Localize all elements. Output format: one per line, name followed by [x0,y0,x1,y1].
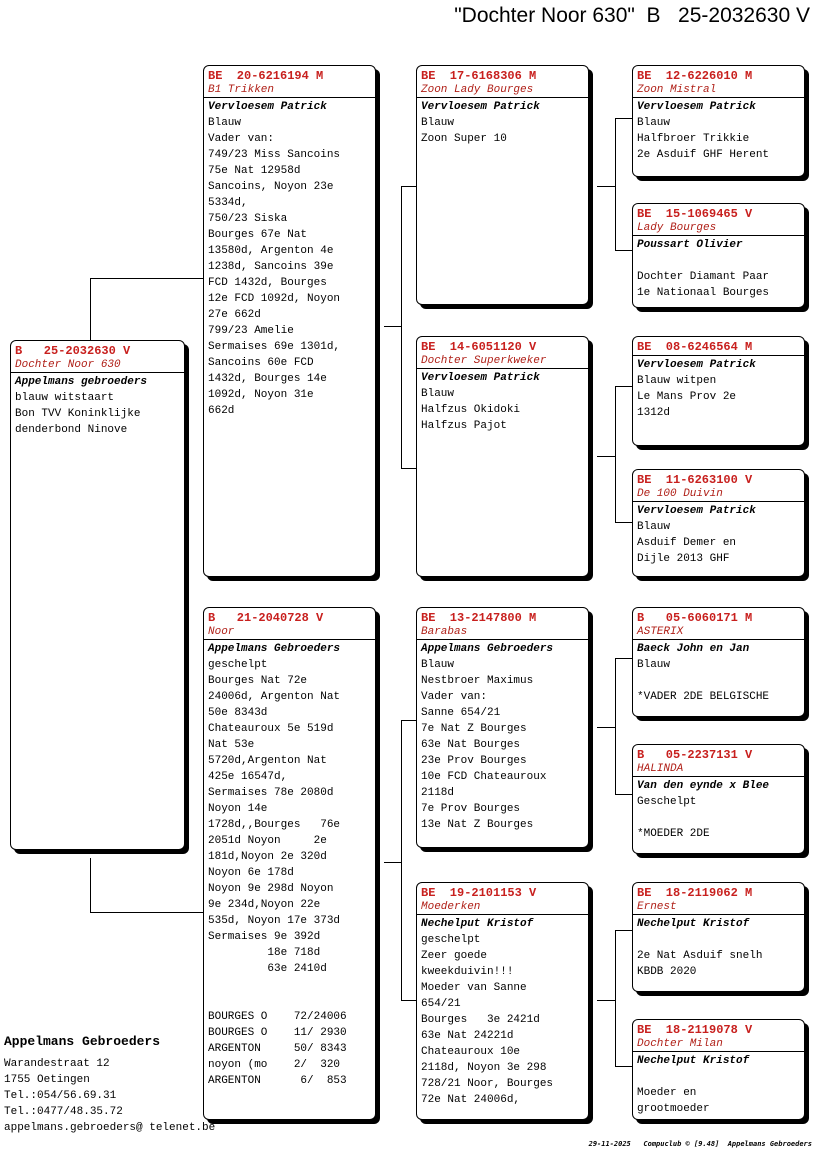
detail-line: Bon TVV Koninklijke [15,408,141,420]
detail-line [637,673,804,689]
detail-line [637,810,804,826]
connector [384,862,402,863]
detail-line: Blauw [637,521,671,533]
ring-number: BE 20-6216194 M [208,69,324,83]
pigeon-details [417,932,588,1108]
ring-number: BE 13-2147800 M [421,611,537,625]
detail-line: Dochter Diamant Paar [637,271,770,283]
pigeon-card-ddd[interactable] [632,1019,805,1120]
pigeon-name: Barabas [417,625,588,640]
detail-line: 654/21 [421,998,461,1010]
detail-line: 13e Nat Z Bourges [421,819,534,831]
connector [597,456,615,457]
detail-line: Bourges 3e 2421d [421,1014,540,1026]
pigeon-card-dss[interactable] [632,607,805,717]
detail-line: ARGENTON 50/ 8343 [208,1043,347,1055]
pigeon-details [633,794,804,842]
pigeon-details [633,657,804,705]
pigeon-name: Dochter Milan [633,1037,804,1052]
detail-line: Blauw [421,388,455,400]
connector [401,186,417,187]
ring-number: BE 19-2101153 V [421,886,537,900]
detail-line: Sermaises 78e 2080d [208,787,334,799]
breeder-address: Warandestraat 12 [4,1058,110,1070]
detail-line: Moeder van Sanne [421,982,527,994]
connector [401,720,402,1000]
detail-line: 27e 662d [208,309,261,321]
pigeon-name: Dochter Noor 630 [11,358,184,373]
detail-line: 63e 2410d [208,963,327,975]
detail-line: *VADER 2DE BELGISCHE [637,691,770,703]
footer-credits: 29-11-2025 Compuclub © [9.48] Appelmans Gebroeders [588,1140,812,1148]
detail-line: Dijle 2013 GHF [637,553,730,565]
pigeon-card-dsd[interactable] [632,744,805,854]
owner-name: Vervloesem Patrick [421,372,540,384]
connector [615,250,633,251]
ring-number: B 05-2237131 V [637,748,753,762]
connector [90,912,204,913]
detail-line: 5334d, [208,197,248,209]
detail-line: 181d,Noyon 2e 320d [208,851,327,863]
ring-number: B 21-2040728 V [208,611,324,625]
ring-number: BE 18-2119078 V [637,1023,753,1037]
detail-line: 1e Nationaal Bourges [637,287,770,299]
owner-name: Nechelput Kristof [421,918,534,930]
pigeon-name: Moederken [417,900,588,915]
detail-line: Vader van: [421,691,488,703]
connector [615,386,633,387]
detail-line: 2051d Noyon 2e [208,835,327,847]
ring-number: BE 18-2119062 M [637,886,753,900]
ring-number: B 25-2032630 V [15,344,131,358]
owner-name: Baeck John en Jan [637,643,750,655]
connector [615,118,616,250]
pigeon-details [633,253,804,301]
connector [615,522,633,523]
detail-line: *MOEDER 2DE [637,828,710,840]
ring-number: B 05-6060171 M [637,611,753,625]
detail-line: 63e Nat 24221d [421,1030,514,1042]
detail-line: Asduif Demer en [637,537,737,549]
pigeon-details [633,115,804,163]
detail-line: 13580d, Argenton 4e [208,245,334,257]
breeder-name: Appelmans Gebroeders [4,1034,161,1049]
pigeon-name: Dochter Superkweker [417,354,588,369]
pigeon-details [417,657,588,833]
pigeon-card-subject[interactable] [10,340,185,850]
detail-line: 2118d [421,787,455,799]
connector [597,1000,615,1001]
pigeon-details [633,519,804,567]
pigeon-name: Lady Bourges [633,221,804,236]
connector [615,794,633,795]
pigeon-card-dam-sire[interactable] [416,607,589,848]
detail-line: Sancoins 60e FCD [208,357,314,369]
detail-line: grootmoeder [637,1103,710,1115]
pigeon-card-sire[interactable] [203,65,376,577]
detail-line: 662d [208,405,235,417]
pigeon-name: HALINDA [633,762,804,777]
ring-number: BE 17-6168306 M [421,69,537,83]
detail-line: 750/23 Siska [208,213,288,225]
owner-name: Appelmans gebroeders [15,376,148,388]
detail-line: FCD 1432d, Bourges [208,277,327,289]
detail-line: 1312d [637,407,671,419]
detail-line: Chateauroux 5e 519d [208,723,334,735]
detail-line: Sancoins, Noyon 23e [208,181,334,193]
detail-line: Bourges Nat 72e [208,675,308,687]
detail-line: 72e Nat 24006d, [421,1094,521,1106]
detail-line: Halfzus Okidoki [421,404,521,416]
detail-line: Blauw [208,117,242,129]
breeder-phone: Tel.:054/56.69.31 [4,1090,117,1102]
connector [401,720,417,721]
detail-line [637,253,804,269]
ring-number: BE 08-6246564 M [637,340,753,354]
detail-line: Blauw [421,659,455,671]
detail-line: 2118d, Noyon 3e 298 [421,1062,547,1074]
detail-line: 1238d, Sancoins 39e [208,261,334,273]
detail-line: denderbond Ninove [15,424,128,436]
detail-line: 18e 718d [208,947,321,959]
detail-line: Geschelpt [637,796,697,808]
connector [90,278,91,340]
detail-line: 9e 234d,Noyon 22e [208,899,321,911]
pigeon-name: Zoon Lady Bourges [417,83,588,98]
owner-name: Vervloesem Patrick [637,101,756,113]
detail-line: 63e Nat Bourges [421,739,521,751]
connector [615,930,633,931]
detail-line: 24006d, Argenton Nat [208,691,341,703]
detail-line: 1092d, Noyon 31e [208,389,314,401]
pedigree-title: "Dochter Noor 630" B 25-2032630 V [454,4,810,27]
pigeon-details [633,373,804,421]
ring-number: BE 14-6051120 V [421,340,537,354]
connector [615,930,616,1066]
detail-line: blauw witstaart [15,392,115,404]
race-results [204,1009,375,1089]
detail-line: 5720d,Argenton Nat [208,755,327,767]
pigeon-name: Ernest [633,900,804,915]
connector [90,278,204,279]
detail-line: Zeer goede [421,950,488,962]
breeder-city: 1755 Oetingen [4,1074,90,1086]
pigeon-name: Zoon Mistral [633,83,804,98]
detail-line: 12e FCD 1092d, Noyon [208,293,341,305]
ring-number: BE 15-1069465 V [637,207,753,221]
detail-line: geschelpt [208,659,268,671]
owner-name: Van den eynde x Blee [637,780,770,792]
detail-line: Sermaises 69e 1301d, [208,341,341,353]
connector [401,186,402,468]
pigeon-card-dam-dam[interactable] [416,882,589,1120]
detail-line: 75e Nat 12958d [208,165,301,177]
pigeon-details [417,386,588,434]
detail-line: 10e FCD Chateauroux [421,771,547,783]
connector [615,658,616,794]
detail-line: Nestbroer Maximus [421,675,534,687]
detail-line: Moeder en [637,1087,697,1099]
detail-line: Blauw [421,117,455,129]
detail-line: Blauw witpen [637,375,717,387]
pigeon-card-sss[interactable] [632,65,805,177]
detail-line: Chateauroux 10e [421,1046,521,1058]
pigeon-name: B1 Trikken [204,83,375,98]
detail-line: Vader van: [208,133,275,145]
owner-name: Vervloesem Patrick [421,101,540,113]
pigeon-details [633,932,804,980]
detail-line: Noyon 14e [208,803,268,815]
detail-line: Zoon Super 10 [421,133,507,145]
breeder-email[interactable]: appelmans.gebroeders@ telenet.be [4,1122,216,1134]
detail-line: Halfbroer Trikkie [637,133,750,145]
detail-line: Le Mans Prov 2e [637,391,737,403]
owner-name: Nechelput Kristof [637,1055,750,1067]
pigeon-name: Noor [204,625,375,640]
detail-line: 23e Prov Bourges [421,755,527,767]
pigeon-details [417,115,588,147]
detail-line: Nat 53e [208,739,255,751]
pigeon-details [11,390,184,438]
connector [90,858,91,913]
detail-line: Sermaises 9e 392d [208,931,321,943]
detail-line: 2e Asduif GHF Herent [637,149,770,161]
detail-line: 728/21 Noor, Bourges [421,1078,554,1090]
detail-line: noyon (mo 2/ 320 [208,1059,341,1071]
detail-line: BOURGES O 11/ 2930 [208,1027,347,1039]
detail-line: 425e 16547d, [208,771,288,783]
owner-name: Appelmans Gebroeders [208,643,341,655]
owner-name: Vervloesem Patrick [637,505,756,517]
pigeon-card-ssd[interactable] [632,203,805,308]
detail-line: KBDB 2020 [637,966,697,978]
pigeon-details [204,115,375,419]
detail-line: 2e Nat Asduif snelh [637,950,763,962]
connector [401,468,417,469]
owner-name: Vervloesem Patrick [208,101,327,113]
detail-line: 1432d, Bourges 14e [208,373,327,385]
detail-line: 7e Nat Z Bourges [421,723,527,735]
detail-line: geschelpt [421,934,481,946]
pigeon-name: De 100 Duivin [633,487,804,502]
pigeon-card-dam[interactable] [203,607,376,1120]
pigeon-name: ASTERIX [633,625,804,640]
breeder-info [4,1032,215,1136]
detail-line: 1728d,,Bourges 76e [208,819,341,831]
pigeon-details [204,657,375,977]
connector [615,1066,633,1067]
pigeon-card-dds[interactable] [632,882,805,992]
detail-line: 535d, Noyon 17e 373d [208,915,341,927]
owner-name: Vervloesem Patrick [637,359,756,371]
detail-line: Bourges 67e Nat [208,229,308,241]
detail-line: Halfzus Pajot [421,420,507,432]
pigeon-card-sds[interactable] [632,336,805,446]
detail-line: Noyon 9e 298d Noyon [208,883,334,895]
connector [615,118,633,119]
owner-name: Nechelput Kristof [637,918,750,930]
ring-number: BE 11-6263100 V [637,473,753,487]
ring-number: BE 12-6226010 M [637,69,753,83]
detail-line: 799/23 Amelie [208,325,294,337]
detail-line: 50e 8343d [208,707,268,719]
pigeon-details [633,1069,804,1117]
detail-line: kweekduivin!!! [421,966,514,978]
pigeon-card-sire-sire[interactable] [416,65,589,305]
owner-name: Appelmans Gebroeders [421,643,554,655]
pigeon-card-sire-dam[interactable] [416,336,589,577]
detail-line [637,932,804,948]
detail-line: 749/23 Miss Sancoins [208,149,341,161]
connector [597,186,615,187]
detail-line [637,1069,804,1085]
detail-line: ARGENTON 6/ 853 [208,1075,347,1087]
pigeon-card-sdd[interactable] [632,469,805,577]
connector [615,386,616,522]
owner-name: Poussart Olivier [637,239,743,251]
breeder-mobile: Tel.:0477/48.35.72 [4,1106,123,1118]
detail-line: Noyon 6e 178d [208,867,294,879]
detail-line: BOURGES O 72/24006 [208,1011,347,1023]
connector [401,1000,417,1001]
detail-line: Blauw [637,659,671,671]
connector [384,326,402,327]
detail-line: 7e Prov Bourges [421,803,521,815]
connector [597,727,615,728]
connector [615,658,633,659]
detail-line: Blauw [637,117,671,129]
detail-line: Sanne 654/21 [421,707,501,719]
